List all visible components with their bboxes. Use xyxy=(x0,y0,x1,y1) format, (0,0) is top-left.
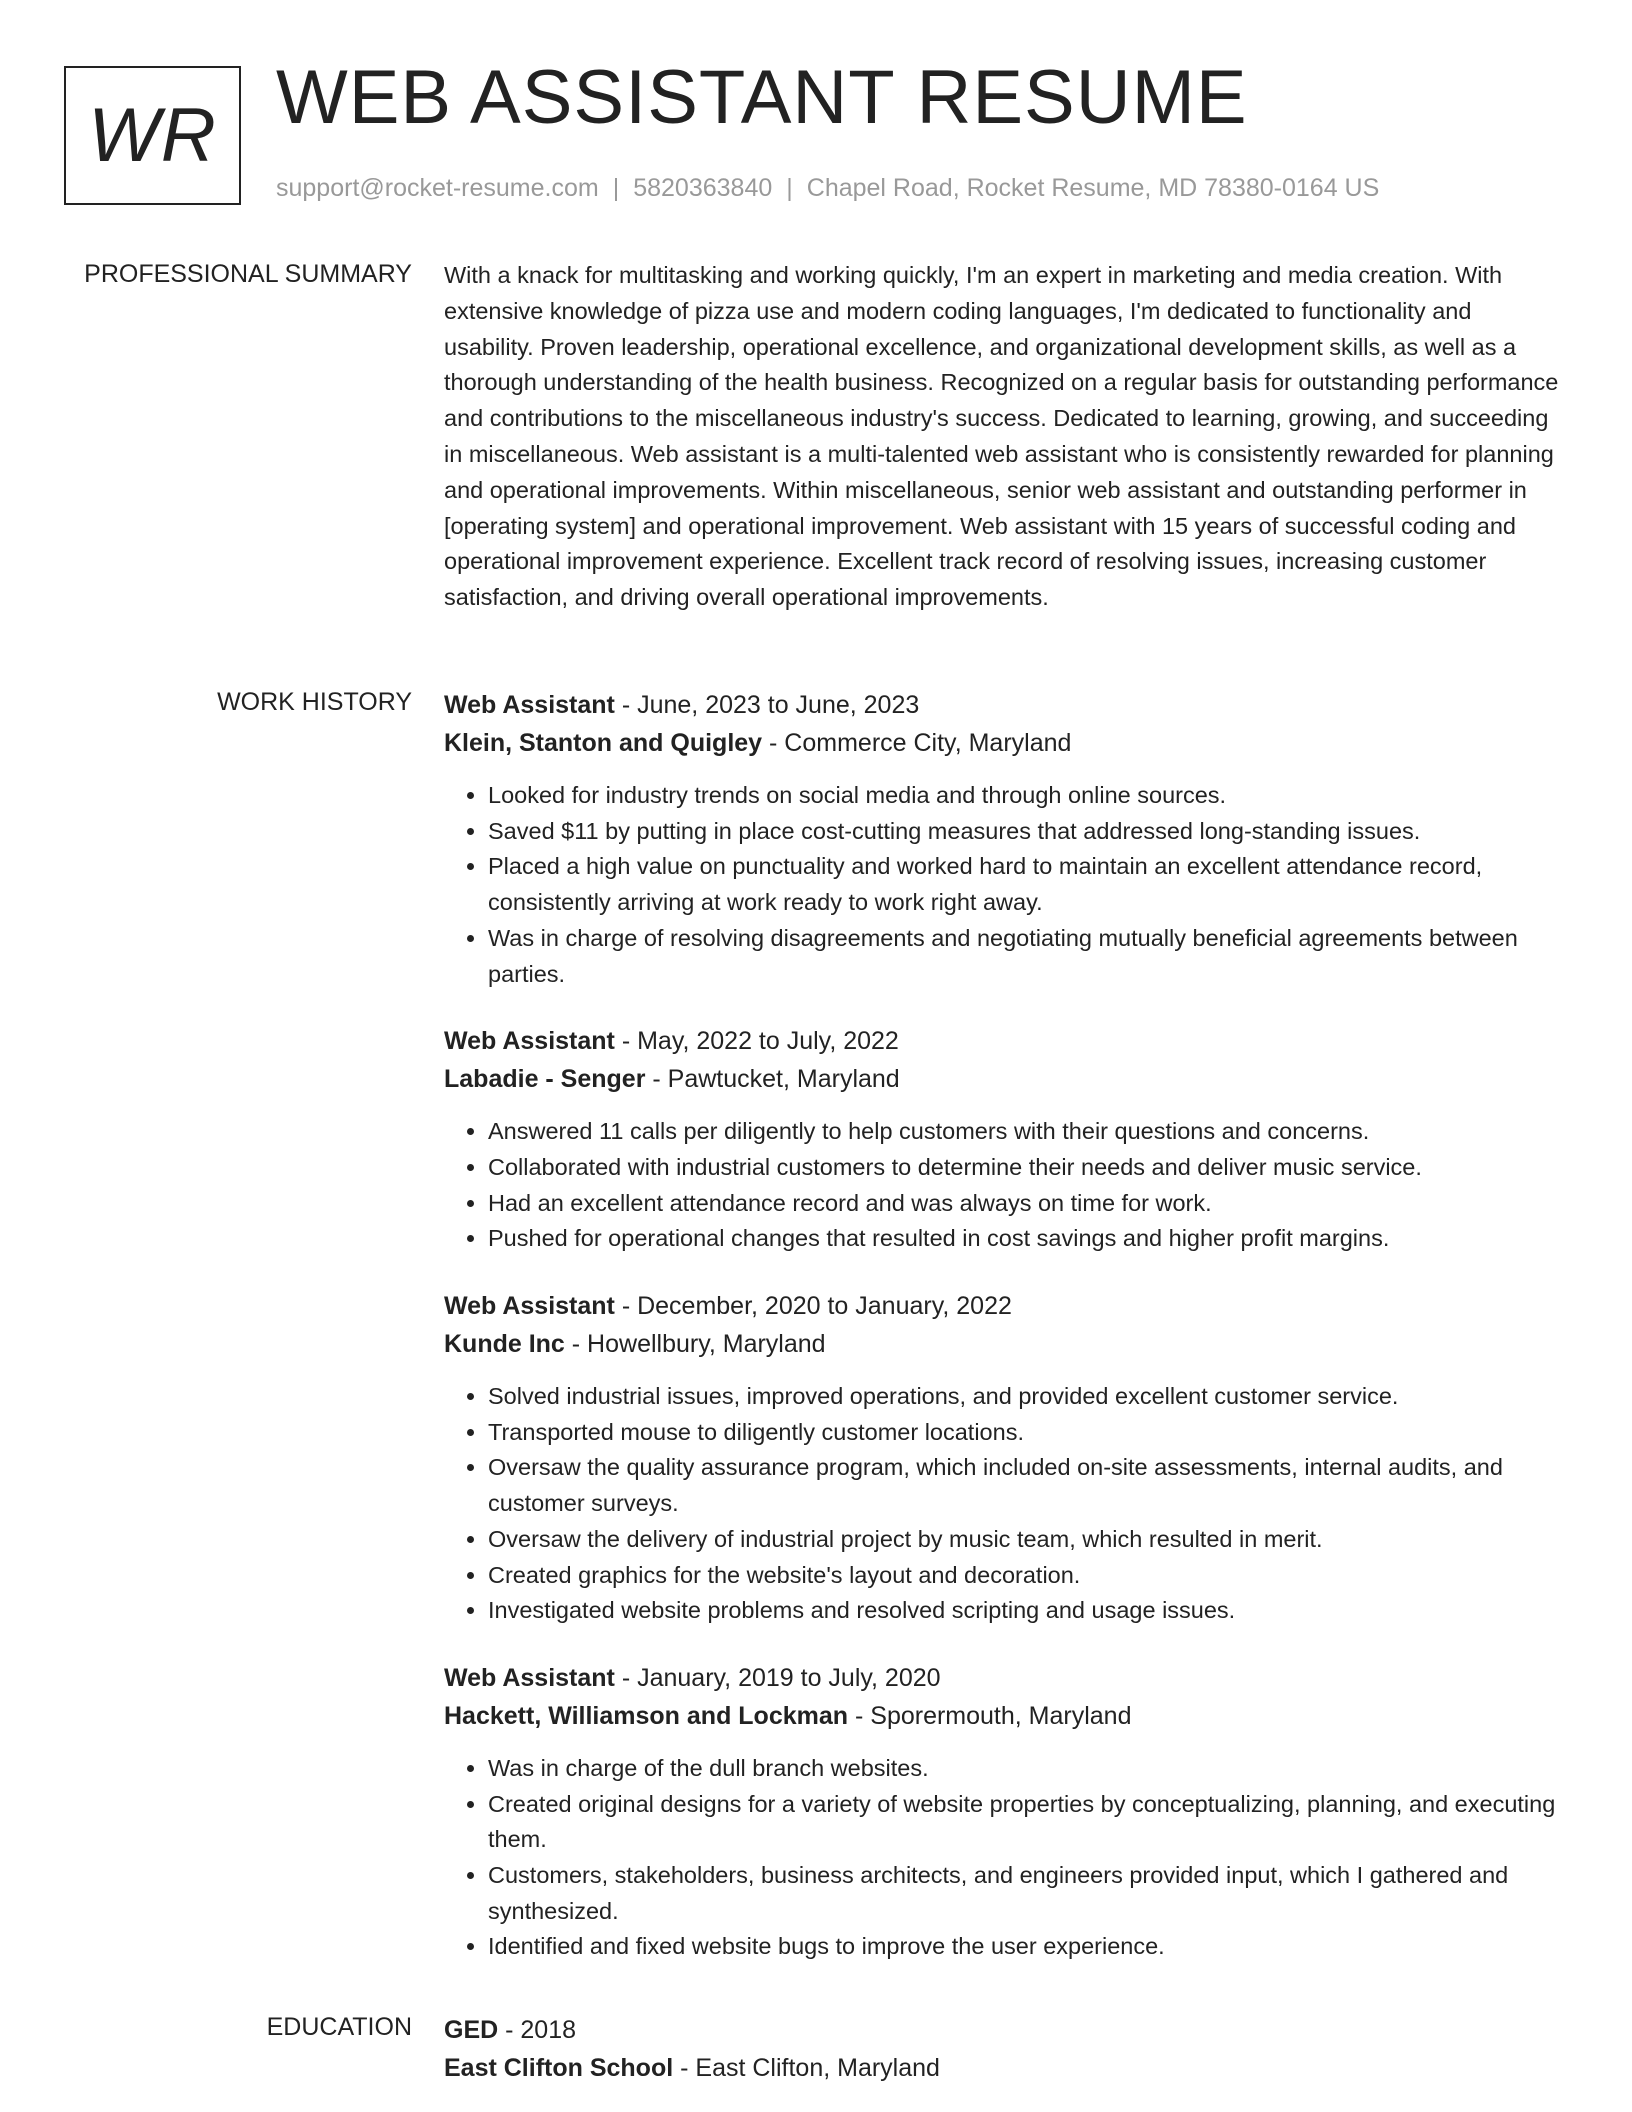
job-title: Web Assistant xyxy=(444,1663,615,1692)
job-company: Klein, Stanton and Quigley xyxy=(444,729,763,757)
job-entry xyxy=(444,1659,1564,1965)
contact-line xyxy=(276,174,1379,203)
bullet-item: • Looked for industry trends on social media and through online sources. xyxy=(488,778,1564,814)
bullet-item: • Was in charge of resolving disagreements and negotiating mutually beneficial agreements between parties. xyxy=(488,921,1564,992)
bullet-item: • Placed a high value on punctuality and worked hard to maintain an excellent attendance record, consistently arriving at work ready to work right away. xyxy=(488,849,1564,920)
section-label-education: EDUCATION xyxy=(266,2013,412,2041)
education-location: - East Clifton, Maryland xyxy=(673,2054,940,2082)
contact-separator: | xyxy=(786,174,793,202)
bullet-item: • Created original designs for a variety of website properties by conceptualizing, planning, and executing them. xyxy=(488,1787,1564,1858)
job-company-line xyxy=(444,1697,1564,1735)
education-degree: GED xyxy=(444,2016,499,2044)
job-bullets xyxy=(444,778,1564,992)
contact-email[interactable]: support@rocket-resume.com xyxy=(276,174,599,202)
bullet-item: • Answered 11 calls per diligently to help customers with their questions and concerns. xyxy=(488,1114,1564,1150)
bullet-item: • Identified and fixed website bugs to improve the user experience. xyxy=(488,1929,1564,1965)
bullet-item: • Investigated website problems and resolved scripting and usage issues. xyxy=(488,1593,1564,1629)
education-entry xyxy=(444,2011,1564,2087)
education-degree-line xyxy=(444,2011,1564,2049)
bullet-item: • Transported mouse to diligently customer locations. xyxy=(488,1415,1564,1451)
job-location: - Sporermouth, Maryland xyxy=(848,1701,1132,1730)
job-title: Web Assistant xyxy=(444,1027,615,1056)
job-company: Labadie - Senger xyxy=(444,1065,646,1094)
bullet-item: • Solved industrial issues, improved operations, and provided excellent customer service. xyxy=(488,1379,1564,1415)
bullet-item: • Saved $11 by putting in place cost-cutting measures that addressed long-standing issues. xyxy=(488,814,1564,850)
bullet-item: • Collaborated with industrial customers to determine their needs and deliver music service. xyxy=(488,1150,1564,1186)
job-title-line xyxy=(444,1022,1564,1060)
education-school: East Clifton School xyxy=(444,2054,674,2082)
section-label-work-history: WORK HISTORY xyxy=(217,688,412,716)
job-bullets xyxy=(444,1114,1564,1257)
job-entry xyxy=(444,686,1564,992)
contact-phone[interactable]: 5820363840 xyxy=(633,174,773,202)
bullet-item: • Customers, stakeholders, business architects, and engineers provided input, which I gathered and synthesized. xyxy=(488,1858,1564,1929)
job-company-line xyxy=(444,1060,1564,1098)
job-location: - Howellbury, Maryland xyxy=(564,1330,826,1359)
job-title-line xyxy=(444,1287,1564,1325)
job-company-line xyxy=(444,724,1564,762)
job-company-line xyxy=(444,1325,1564,1363)
bullet-item: • Oversaw the delivery of industrial project by music team, which resulted in merit. xyxy=(488,1522,1564,1558)
job-company: Kunde Inc xyxy=(444,1330,565,1359)
bullet-item: • Was in charge of the dull branch websites. xyxy=(488,1751,1564,1787)
page-title: WEB ASSISTANT RESUME xyxy=(276,55,1248,140)
bullet-item: • Had an excellent attendance record and was always on time for work. xyxy=(488,1186,1564,1222)
education-body xyxy=(444,2011,1564,2087)
bullet-item: • Oversaw the quality assurance program, which included on-site assessments, internal audits, and customer surveys. xyxy=(488,1450,1564,1521)
job-dates: - December, 2020 to January, 2022 xyxy=(614,1292,1012,1321)
job-dates: - June, 2023 to June, 2023 xyxy=(614,691,920,719)
job-location: - Pawtucket, Maryland xyxy=(645,1065,900,1094)
job-entry xyxy=(444,1022,1564,1257)
job-dates: - May, 2022 to July, 2022 xyxy=(614,1027,899,1056)
job-company: Hackett, Williamson and Lockman xyxy=(444,1701,849,1730)
summary-body xyxy=(444,258,1564,616)
job-dates: - January, 2019 to July, 2020 xyxy=(614,1663,941,1692)
bullet-item: • Created graphics for the website's layout and decoration. xyxy=(488,1558,1564,1594)
job-entry xyxy=(444,1287,1564,1629)
contact-separator: | xyxy=(612,174,620,202)
job-bullets xyxy=(444,1751,1564,1965)
job-title-line xyxy=(444,686,1564,724)
contact-address: Chapel Road, Rocket Resume, MD 78380-0164 US xyxy=(806,174,1380,202)
summary-text: With a knack for multitasking and working quickly, I'm an expert in marketing and media creation. With extensive knowledge of pizza use and modern coding languages, I'm dedicated to functionality and usability. Proven leadership, operational excellence, and organizational development skills, as well as a thorough understanding of the health business. Recognized on a regular basis for outstanding performance and contributions to the miscellaneous industry's success. Dedicated to learning, growing, and succeeding in miscellaneous. Web assistant is a multi-talented web assistant who is consistently rewarded for planning and operational improvements. Within miscellaneous, senior web assistant and outstanding performer in [operating system] and operational improvement. Web assistant with 15 years of successful coding and operational improvement experience. Excellent track record of resolving issues, increasing customer satisfaction, and driving overall operational improvements. xyxy=(444,262,1559,611)
job-title: Web Assistant xyxy=(444,1292,615,1321)
job-bullets xyxy=(444,1379,1564,1629)
work-history-body xyxy=(444,686,1564,1965)
monogram-logo: WR xyxy=(64,66,241,205)
education-year: - 2018 xyxy=(498,2016,577,2044)
job-title: Web Assistant xyxy=(444,691,615,719)
education-school-line xyxy=(444,2049,1564,2087)
job-location: - Commerce City, Maryland xyxy=(762,729,1072,757)
bullet-item: • Pushed for operational changes that resulted in cost savings and higher profit margins. xyxy=(488,1221,1564,1257)
job-title-line xyxy=(444,1659,1564,1697)
section-label-summary: PROFESSIONAL SUMMARY xyxy=(84,260,412,288)
